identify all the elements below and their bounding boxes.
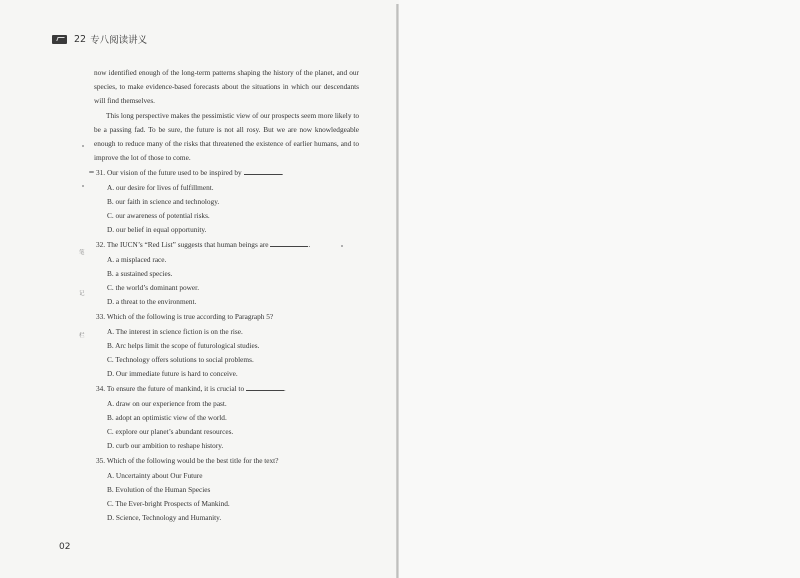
question-stem: 31. Our vision of the future used to be inspired by . — [96, 168, 284, 178]
answer-option: B. Arc helps limit the scope of futurological studies. — [107, 340, 260, 350]
page-header — [52, 31, 147, 47]
question-33 — [94, 310, 359, 381]
question-32 — [94, 238, 359, 309]
answer-option: D. Our immediate future is hard to conceive. — [107, 369, 238, 379]
answer-option: D. a threat to the environment. — [107, 297, 197, 307]
answer-option: B. adopt an optimistic view of the world. — [107, 412, 227, 422]
scan-speck — [82, 185, 84, 187]
question-stem: 33. Which of the following is true according to Paragraph 5? — [96, 312, 274, 322]
answer-option: A. Uncertainty about Our Future — [107, 470, 203, 480]
reading-text — [94, 66, 359, 526]
answer-option: B. our faith in science and technology. — [107, 196, 220, 206]
answer-option: C. the world’s dominant power. — [107, 283, 200, 293]
question-stem: 34. To ensure the future of mankind, it is crucial to . — [96, 384, 286, 394]
header-number: 22 — [74, 33, 87, 45]
answer-option: C. our awareness of potential risks. — [107, 211, 210, 221]
answer-option: B. Evolution of the Human Species — [107, 484, 211, 494]
page-number: 02 — [59, 542, 71, 552]
margin-note-mark: 笔 — [79, 250, 85, 256]
passage-paragraph: now identified enough of the long-term patterns shaping the history of the planet, and our species, to make evidence-based forecasts about the situations in which our descendants will find themselves. — [94, 68, 359, 106]
answer-blank — [244, 167, 282, 175]
question-34 — [94, 382, 359, 453]
answer-blank — [270, 239, 308, 247]
answer-blank — [246, 383, 284, 391]
answer-option: C. explore our planet’s abundant resources. — [107, 427, 234, 437]
answer-option: A. our desire for lives of fulfillment. — [107, 182, 214, 192]
blank-facing-page — [399, 0, 800, 578]
question-35 — [94, 454, 359, 525]
answer-option: A. The interest in science fiction is on the rise. — [107, 326, 243, 336]
answer-option: D. Science, Technology and Humanity. — [107, 513, 222, 523]
margin-note-mark: 栏 — [79, 333, 85, 339]
question-31 — [94, 166, 359, 237]
answer-option: C. The Ever-bright Prospects of Mankind. — [107, 499, 230, 509]
question-stem: 32. The IUCN’s “Red List” suggests that human beings are . — [96, 240, 311, 250]
answer-option: D. curb our ambition to reshape history. — [107, 441, 224, 451]
margin-note-mark: 记 — [79, 291, 85, 297]
question-stem: 35. Which of the following would be the best title for the text? — [96, 456, 279, 466]
answer-option: D. our belief in equal opportunity. — [107, 225, 207, 235]
scan-speck — [82, 145, 84, 147]
book-tag-icon — [52, 35, 67, 44]
answer-option: A. a misplaced race. — [107, 254, 167, 264]
passage-paragraph: This long perspective makes the pessimistic view of our prospects seem more likely to be a passing fad. To be sure, the future is not all rosy. But we are now knowledgeable enough to reduce many of the risks that threatened the existence of earlier humans, and to improve the lot of those to come. — [94, 110, 359, 163]
header-title: 专八阅读讲义 — [90, 35, 148, 46]
answer-option: A. draw on our experience from the past. — [107, 398, 227, 408]
answer-option: B. a sustained species. — [107, 268, 173, 278]
book-spine — [396, 4, 399, 578]
answer-option: C. Technology offers solutions to social problems. — [107, 355, 254, 365]
